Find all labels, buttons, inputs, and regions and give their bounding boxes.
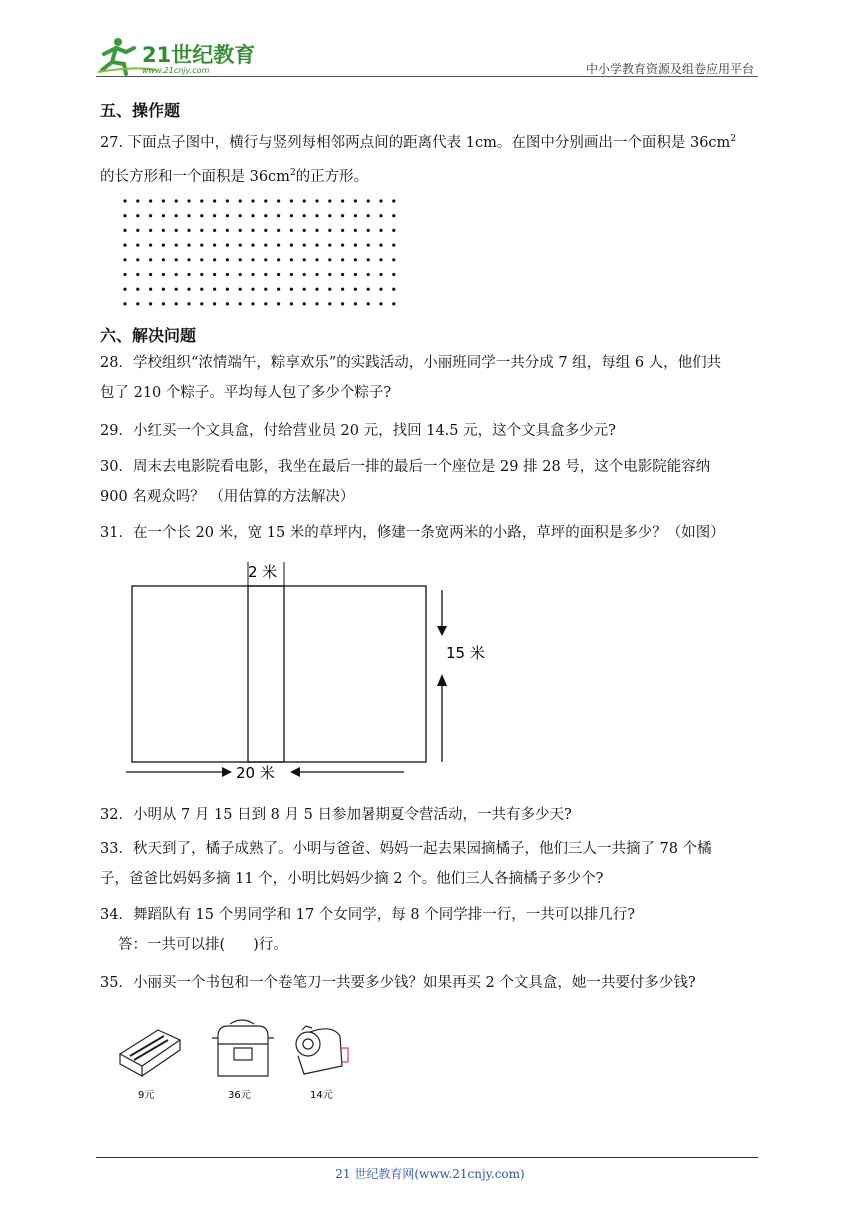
grid-dot — [187, 258, 190, 261]
grid-dot — [392, 273, 395, 276]
grid-dot — [392, 199, 395, 202]
grid-dot — [290, 199, 293, 202]
grid-dot — [239, 273, 242, 276]
grid-dot — [251, 302, 254, 305]
grid-dot — [367, 229, 370, 232]
grid-dot — [277, 214, 280, 217]
page-header — [96, 36, 758, 80]
grid-dot — [200, 258, 203, 261]
q28-line2: 包了 210 个粽子。平均每人包了多少个粽子? — [100, 385, 392, 401]
grid-dot — [328, 258, 331, 261]
pencil-sharpener-icon — [296, 1026, 348, 1074]
q27-line2b: 的正方形。 — [295, 168, 369, 185]
grid-dot — [226, 214, 229, 217]
grid-dot — [277, 229, 280, 232]
grid-dot — [392, 258, 395, 261]
grid-dot — [264, 199, 267, 202]
grid-dot — [187, 288, 190, 291]
grid-dot — [200, 288, 203, 291]
grid-dot — [123, 199, 126, 202]
grid-dot — [379, 244, 382, 247]
header-divider — [96, 76, 758, 77]
grid-dot — [162, 244, 165, 247]
q34-answer — [100, 930, 764, 960]
grid-dot — [354, 199, 357, 202]
grid-dot — [136, 302, 139, 305]
grid-dot — [277, 258, 280, 261]
grid-dot — [149, 258, 152, 261]
q30-line2: 900 名观众吗？ （用估算的方法解决） — [100, 489, 355, 505]
grid-dot — [315, 199, 318, 202]
grid-dot — [315, 288, 318, 291]
grid-dot — [162, 302, 165, 305]
grid-dot — [213, 288, 216, 291]
grid-dot — [354, 273, 357, 276]
price-sharpener: 14元 — [310, 1090, 333, 1101]
grid-dot — [341, 273, 344, 276]
grid-dot — [367, 258, 370, 261]
grid-dot — [277, 244, 280, 247]
page-footer[interactable]: 21 世纪教育网(www.21cnjy.com) — [335, 1167, 525, 1181]
grid-dot — [303, 258, 306, 261]
grid-dot — [379, 273, 382, 276]
grid-dot — [187, 302, 190, 305]
question-28 — [100, 348, 764, 408]
grid-dot — [123, 244, 126, 247]
grid-dot — [239, 199, 242, 202]
q27-line2a: 的长方形和一个面积是 36cm — [100, 168, 290, 185]
grid-dot — [200, 229, 203, 232]
grid-dot — [162, 288, 165, 291]
lawn-width-label: 15 米 — [446, 644, 485, 662]
grid-dot — [379, 288, 382, 291]
q33-line2: 子，爸爸比妈妈多摘 11 个，小明比妈妈少摘 2 个。他们三人各摘橘子多少个? — [100, 871, 604, 887]
grid-dot — [136, 199, 139, 202]
question-30 — [100, 452, 764, 512]
arrow-down-icon — [437, 626, 447, 636]
grid-dot — [149, 214, 152, 217]
grid-dot — [239, 214, 242, 217]
grid-dot — [187, 244, 190, 247]
grid-dot — [187, 273, 190, 276]
path-width-label: 2 米 — [248, 563, 278, 581]
grid-dot — [175, 288, 178, 291]
grid-dot — [239, 244, 242, 247]
grid-dot — [175, 273, 178, 276]
grid-dot — [264, 214, 267, 217]
grid-dot — [328, 229, 331, 232]
grid-dot — [213, 244, 216, 247]
q33-line1: 33．秋天到了，橘子成熟了。小明与爸爸、妈妈一起去果园摘橘子，他们三人一共摘了 78 个橘 — [100, 841, 712, 857]
grid-dot — [264, 302, 267, 305]
grid-dot — [379, 214, 382, 217]
grid-dot — [367, 199, 370, 202]
grid-dot — [200, 244, 203, 247]
grid-dot — [136, 273, 139, 276]
q29-line1: 29．小红买一个文具盒，付给营业员 20 元，找回 14.5 元，这个文具盒多少元? — [100, 423, 616, 439]
grid-dot — [162, 258, 165, 261]
grid-dot — [239, 258, 242, 261]
grid-dot — [213, 214, 216, 217]
grid-dot — [226, 288, 229, 291]
grid-dot — [187, 214, 190, 217]
arrow-left-icon — [290, 767, 300, 777]
grid-dot — [251, 229, 254, 232]
grid-dot — [341, 302, 344, 305]
grid-dot — [175, 199, 178, 202]
grid-dot — [226, 229, 229, 232]
dot-grid[interactable] — [118, 195, 398, 310]
grid-dot — [264, 229, 267, 232]
grid-dot — [264, 244, 267, 247]
grid-dot — [290, 229, 293, 232]
grid-dot — [136, 214, 139, 217]
grid-dot — [251, 273, 254, 276]
grid-dot — [264, 258, 267, 261]
grid-dot — [379, 229, 382, 232]
lawn-length-label: 20 米 — [236, 764, 275, 782]
grid-dot — [341, 229, 344, 232]
grid-dot — [328, 244, 331, 247]
grid-dot — [175, 229, 178, 232]
grid-dot — [328, 273, 331, 276]
path-rect — [248, 586, 284, 762]
question-29 — [100, 416, 764, 446]
grid-dot — [162, 199, 165, 202]
section-title-5: 五、操作题 — [100, 101, 181, 120]
grid-dot — [123, 229, 126, 232]
q34-line1: 34．舞蹈队有 15 个男同学和 17 个女同学，每 8 个同学排一行，一共可以排几行? — [100, 907, 636, 923]
grid-dot — [200, 214, 203, 217]
question-34 — [100, 900, 764, 960]
lawn-rect — [132, 586, 426, 762]
grid-dot — [379, 302, 382, 305]
grid-dot — [341, 214, 344, 217]
price-schoolbag: 36元 — [228, 1090, 251, 1101]
grid-dot — [354, 302, 357, 305]
grid-dot — [187, 229, 190, 232]
grid-dot — [175, 244, 178, 247]
grid-dot — [239, 302, 242, 305]
grid-dot — [354, 258, 357, 261]
grid-dot — [315, 244, 318, 247]
grid-dot — [226, 244, 229, 247]
grid-dot — [277, 199, 280, 202]
question-32 — [100, 800, 764, 830]
question-27 — [100, 124, 764, 192]
logo — [96, 36, 266, 76]
grid-dot — [162, 214, 165, 217]
grid-dot — [354, 229, 357, 232]
grid-dot — [367, 288, 370, 291]
footer-divider — [96, 1157, 758, 1158]
grid-dot — [392, 288, 395, 291]
grid-dot — [328, 199, 331, 202]
pencil-box-icon — [120, 1030, 180, 1076]
grid-dot — [226, 258, 229, 261]
grid-dot — [149, 199, 152, 202]
question-33 — [100, 834, 764, 894]
grid-dot — [303, 229, 306, 232]
grid-dot — [277, 273, 280, 276]
grid-dot — [290, 288, 293, 291]
grid-dot — [213, 302, 216, 305]
grid-dot — [354, 244, 357, 247]
lawn-figure — [122, 556, 502, 788]
platform-name: 中小学教育资源及组卷应用平台 — [585, 62, 754, 76]
grid-dot — [136, 229, 139, 232]
grid-dot — [251, 288, 254, 291]
schoolbag-icon — [212, 1020, 274, 1076]
grid-dot — [123, 273, 126, 276]
q28-line1: 28．学校组织“浓情端午，粽享欢乐”的实践活动，小丽班同学一共分成 7 组，每组 6 人，他们共 — [100, 355, 722, 371]
grid-dot — [162, 229, 165, 232]
items-illustration — [112, 1018, 362, 1106]
grid-dot — [303, 288, 306, 291]
grid-dot — [367, 214, 370, 217]
grid-dot — [149, 302, 152, 305]
grid-dot — [251, 244, 254, 247]
grid-dot — [149, 288, 152, 291]
q32-line1: 32．小明从 7 月 15 日到 8 月 5 日参加暑期夏令营活动，一共有多少天? — [100, 807, 572, 823]
grid-dot — [136, 288, 139, 291]
grid-dot — [303, 302, 306, 305]
grid-dot — [175, 302, 178, 305]
grid-dot — [239, 229, 242, 232]
grid-dot — [123, 288, 126, 291]
q27-sup2: 2 — [289, 167, 296, 178]
q34-answer-prefix: 答：一共可以排( — [118, 937, 226, 953]
grid-dot — [213, 258, 216, 261]
grid-dot — [290, 214, 293, 217]
grid-dot — [213, 273, 216, 276]
grid-dot — [136, 244, 139, 247]
grid-dot — [226, 273, 229, 276]
arrow-right-icon — [222, 767, 232, 777]
q27-line1: 27. 下面点子图中，横行与竖列每相邻两点间的距离代表 1cm。在图中分别画出一个面积是 36cm — [100, 134, 731, 151]
grid-dot — [328, 214, 331, 217]
grid-dot — [213, 199, 216, 202]
grid-dot — [264, 273, 267, 276]
grid-dot — [392, 214, 395, 217]
question-31 — [100, 518, 764, 548]
grid-dot — [367, 302, 370, 305]
grid-dot — [162, 273, 165, 276]
grid-dot — [200, 302, 203, 305]
grid-dot — [290, 244, 293, 247]
grid-dot — [354, 288, 357, 291]
grid-dot — [149, 273, 152, 276]
q27-sup1: 2 — [730, 134, 737, 144]
grid-dot — [123, 258, 126, 261]
q35-line1: 35．小丽买一个书包和一个卷笔刀一共要多少钱？如果再买 2 个文具盒，她一共要付多少钱? — [100, 975, 696, 991]
grid-dot — [187, 199, 190, 202]
grid-dot — [392, 229, 395, 232]
q31-line1: 31．在一个长 20 米，宽 15 米的草坪内，修建一条宽两米的小路，草坪的面积是多少？（如图） — [100, 525, 725, 541]
grid-dot — [277, 302, 280, 305]
grid-dot — [341, 258, 344, 261]
grid-dot — [303, 214, 306, 217]
grid-dot — [136, 258, 139, 261]
grid-dot — [303, 273, 306, 276]
grid-dot — [226, 199, 229, 202]
grid-dot — [175, 214, 178, 217]
grid-dot — [123, 302, 126, 305]
section-title-6: 六、解决问题 — [100, 326, 197, 345]
grid-dot — [341, 244, 344, 247]
grid-dot — [303, 199, 306, 202]
grid-dot — [392, 302, 395, 305]
grid-dot — [200, 199, 203, 202]
grid-dot — [277, 288, 280, 291]
grid-dot — [315, 214, 318, 217]
grid-dot — [328, 288, 331, 291]
grid-dot — [303, 244, 306, 247]
grid-dot — [367, 273, 370, 276]
q30-line1: 30．周末去电影院看电影，我坐在最后一排的最后一个座位是 29 排 28 号，这个电影院能容纳 — [100, 459, 711, 475]
logo-url: www.21cnjy.com — [142, 66, 210, 75]
grid-dot — [149, 229, 152, 232]
grid-dot — [251, 258, 254, 261]
grid-dot — [315, 302, 318, 305]
grid-dot — [290, 302, 293, 305]
price-pencil-box: 9元 — [138, 1090, 155, 1101]
grid-dot — [200, 273, 203, 276]
grid-dot — [251, 214, 254, 217]
q34-answer-suffix: )行。 — [253, 937, 288, 953]
grid-dot — [354, 214, 357, 217]
grid-dot — [123, 214, 126, 217]
grid-dot — [251, 199, 254, 202]
grid-dot — [149, 244, 152, 247]
grid-dot — [328, 302, 331, 305]
grid-dot — [392, 244, 395, 247]
grid-dot — [226, 302, 229, 305]
grid-dot — [379, 199, 382, 202]
grid-dot — [341, 199, 344, 202]
grid-dot — [315, 229, 318, 232]
grid-dot — [367, 244, 370, 247]
grid-dot — [341, 288, 344, 291]
grid-dot — [290, 258, 293, 261]
logo-text: 21世纪教育 — [142, 43, 256, 67]
grid-dot — [213, 229, 216, 232]
grid-dot — [264, 288, 267, 291]
grid-dot — [290, 273, 293, 276]
grid-dot — [379, 258, 382, 261]
grid-dot — [315, 258, 318, 261]
grid-dot — [315, 273, 318, 276]
grid-dot — [239, 288, 242, 291]
question-35 — [100, 968, 764, 998]
arrow-up-icon — [437, 674, 447, 686]
grid-dot — [175, 258, 178, 261]
